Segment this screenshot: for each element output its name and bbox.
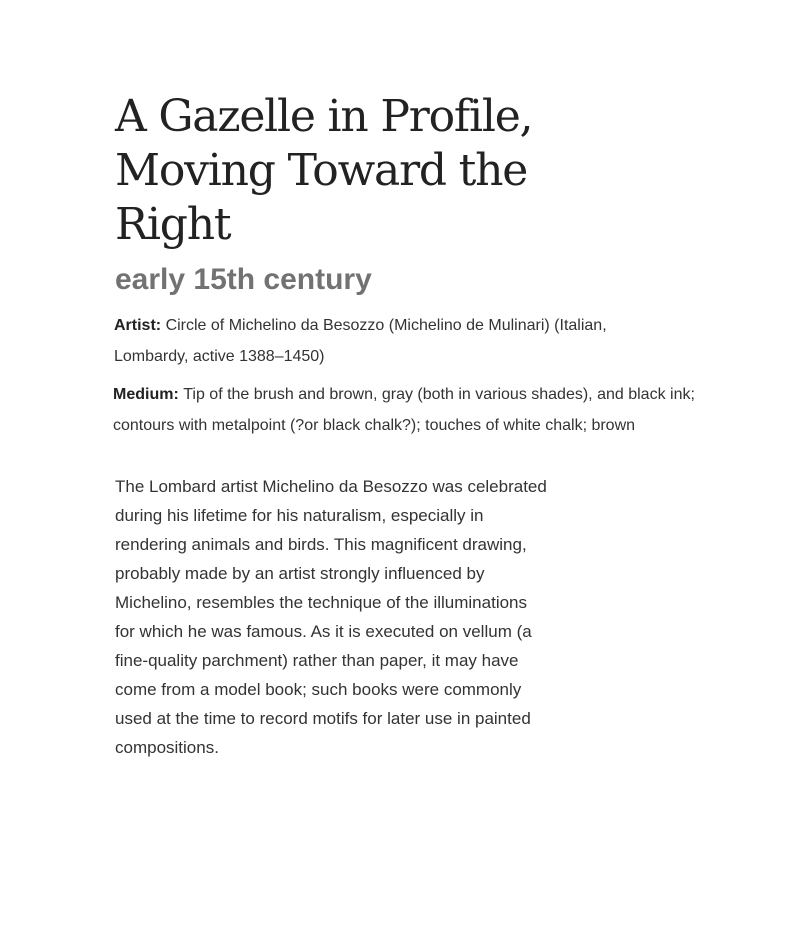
artwork-date: early 15th century (115, 263, 372, 296)
artist-line (114, 310, 674, 372)
artist-value: Circle of Michelino da Besozzo (Michelino de Mulinari) (Italian, Lombardy, active 1388–1450) (114, 317, 607, 365)
medium-label: Medium: (113, 386, 184, 403)
medium-value: Tip of the brush and brown, gray (both in various shades), and black ink; contours with metalpoint (?or black chalk?); touches of white chalk; brown (113, 386, 695, 434)
medium-line (113, 379, 728, 441)
artwork-description: The Lombard artist Michelino da Besozzo was celebrated during his lifetime for his naturalism, especially in rendering animals and birds. This magnificent drawing, probably made by an artist strongly influenced by Michelino, resembles the technique of the illuminations for which he was famous. As it is executed on vellum (a fine-quality parchment) rather than paper, it may have come from a model book; such books were commonly used at the time to record motifs for later use in painted compositions. (115, 477, 547, 757)
artist-label: Artist: (114, 317, 166, 334)
artwork-title: A Gazelle in Profile, Moving Toward the Right (115, 91, 533, 250)
